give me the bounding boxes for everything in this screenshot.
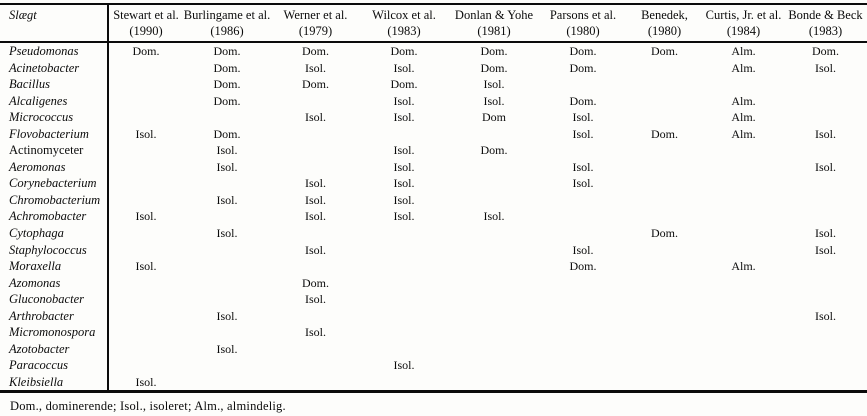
status-cell: Isol. [572, 242, 594, 257]
study-year: (1990) [129, 23, 163, 38]
status-cell: Dom. [302, 275, 329, 290]
status-cell [540, 225, 626, 242]
status-cell [540, 192, 626, 209]
status-cell [448, 242, 540, 259]
study-column-header [271, 4, 360, 42]
status-cell [108, 357, 183, 374]
status-cell [784, 76, 867, 93]
status-cell [540, 341, 626, 358]
status-cell: Isol. [305, 325, 326, 340]
status-cell [108, 109, 183, 126]
genus-name: Pseudomonas [0, 42, 108, 60]
status-cell [271, 308, 360, 325]
status-cell: Dom. [213, 60, 241, 75]
status-cell [360, 242, 448, 259]
status-cell [448, 341, 540, 358]
status-cell: Alm. [731, 93, 756, 108]
genus-name: Cytophaga [0, 225, 108, 242]
table-row [0, 275, 867, 292]
status-cell [703, 159, 784, 176]
study-column-header [183, 4, 271, 42]
table-row [0, 42, 867, 60]
genus-name: Chromobacterium [0, 192, 108, 209]
study-name: Benedek, [641, 8, 688, 22]
status-cell: Alm. [731, 44, 756, 58]
genus-name: Aeromonas [0, 159, 108, 176]
status-cell [108, 225, 183, 242]
status-cell [703, 291, 784, 308]
status-cell: Dom. [390, 77, 418, 92]
table-row [0, 93, 867, 110]
genus-name: Achromobacter [0, 208, 108, 225]
status-cell: Isol. [305, 292, 326, 307]
table-row [0, 225, 867, 242]
status-cell [540, 374, 626, 392]
status-cell [784, 109, 867, 126]
status-cell [271, 374, 360, 392]
status-cell: Isol. [572, 126, 594, 141]
status-cell [703, 341, 784, 358]
study-name: Wilcox et al. [372, 8, 436, 22]
status-cell: Dom. [651, 126, 678, 141]
table-row [0, 192, 867, 209]
status-cell [271, 341, 360, 358]
status-cell: Isol. [305, 60, 326, 75]
status-cell: Dom. [569, 44, 597, 58]
status-cell [540, 208, 626, 225]
study-year: (1981) [477, 23, 511, 38]
genus-name: Staphylococcus [0, 242, 108, 259]
status-cell [703, 374, 784, 392]
status-cell: Isol. [216, 143, 238, 158]
study-year: (1980) [647, 23, 682, 38]
status-cell: Isol. [483, 209, 505, 224]
study-name: Stewart et al. [113, 8, 179, 22]
status-cell [108, 142, 183, 159]
status-cell: Isol. [216, 308, 238, 323]
genus-name: Arthrobacter [0, 308, 108, 325]
status-cell [626, 242, 703, 259]
status-cell: Dom. [302, 77, 329, 92]
legend-footnote: Dom., dominerende; Isol., isoleret; Alm., almindelig. [10, 399, 286, 414]
status-cell [271, 357, 360, 374]
table-row [0, 308, 867, 325]
table-row [0, 175, 867, 192]
genus-name: Azotobacter [0, 341, 108, 358]
status-cell [703, 275, 784, 292]
status-cell [448, 258, 540, 275]
status-cell [108, 192, 183, 209]
status-cell [626, 76, 703, 93]
status-cell [448, 308, 540, 325]
table-row [0, 324, 867, 341]
status-cell [784, 341, 867, 358]
status-cell: Isol. [393, 60, 415, 75]
genus-name: Flovobacterium [0, 126, 108, 143]
status-cell [360, 324, 448, 341]
status-cell [784, 192, 867, 209]
genus-name: Micrococcus [0, 109, 108, 126]
study-column-header [108, 4, 183, 42]
status-cell: Isol. [572, 176, 594, 191]
status-cell [108, 175, 183, 192]
study-column-header [540, 4, 626, 42]
status-cell [703, 208, 784, 225]
status-cell: Dom. [480, 143, 508, 158]
status-cell [183, 208, 271, 225]
status-cell [540, 291, 626, 308]
status-cell [626, 308, 703, 325]
status-cell: Isol. [572, 159, 594, 174]
status-cell: Dom. [480, 60, 508, 75]
status-cell [540, 142, 626, 159]
study-year: (1986) [210, 23, 244, 38]
status-cell: Dom. [651, 44, 678, 58]
status-cell: Isol. [135, 374, 157, 389]
table-row [0, 258, 867, 275]
status-cell: Isol. [393, 159, 415, 174]
status-cell [108, 324, 183, 341]
genus-column-header: Slægt [0, 4, 108, 42]
status-cell [784, 175, 867, 192]
status-cell [784, 208, 867, 225]
table-row [0, 374, 867, 392]
status-cell: Dom [482, 110, 506, 125]
status-cell [108, 291, 183, 308]
genus-name: Gluconobacter [0, 291, 108, 308]
status-cell [784, 142, 867, 159]
status-cell [703, 142, 784, 159]
status-cell [626, 93, 703, 110]
status-cell: Isol. [135, 209, 157, 224]
status-cell [108, 93, 183, 110]
status-cell [271, 93, 360, 110]
status-cell: Isol. [815, 226, 836, 241]
status-cell [271, 159, 360, 176]
study-year: (1980) [566, 23, 600, 38]
status-cell [108, 60, 183, 77]
status-cell [703, 225, 784, 242]
status-cell: Alm. [731, 60, 756, 75]
status-cell: Dom. [569, 259, 597, 274]
study-year: (1984) [726, 23, 761, 38]
status-cell [448, 159, 540, 176]
status-cell [183, 109, 271, 126]
genus-name: Azomonas [0, 275, 108, 292]
table-row [0, 242, 867, 259]
study-column-header [360, 4, 448, 42]
status-cell [360, 225, 448, 242]
status-cell [626, 374, 703, 392]
status-cell [360, 126, 448, 143]
status-cell [626, 159, 703, 176]
status-cell: Isol. [393, 192, 415, 207]
table-row [0, 208, 867, 225]
study-year: (1983) [808, 23, 843, 38]
status-cell [183, 258, 271, 275]
study-name: Donlan & Yohe [454, 8, 534, 22]
status-cell: Isol. [483, 77, 505, 92]
status-cell [271, 126, 360, 143]
status-cell: Isol. [393, 143, 415, 158]
study-name: Parsons et al. [549, 8, 617, 22]
status-cell [448, 324, 540, 341]
status-cell: Isol. [393, 176, 415, 191]
study-name: Curtis, Jr. et al. [705, 8, 782, 22]
status-cell: Isol. [393, 93, 415, 108]
status-cell: Dom. [651, 226, 678, 241]
status-cell: Isol. [135, 126, 157, 141]
table-row [0, 142, 867, 159]
status-cell [703, 308, 784, 325]
status-cell [448, 225, 540, 242]
study-name: Burlingame et al. [183, 8, 271, 22]
genus-name: Alcaligenes [0, 93, 108, 110]
status-cell [448, 291, 540, 308]
status-cell [703, 357, 784, 374]
status-cell [626, 175, 703, 192]
status-cell [108, 159, 183, 176]
table-row [0, 109, 867, 126]
status-cell [183, 324, 271, 341]
study-column-header [626, 4, 703, 42]
table-row [0, 126, 867, 143]
status-cell [108, 275, 183, 292]
status-cell [183, 275, 271, 292]
status-cell: Isol. [815, 60, 836, 75]
status-cell [626, 324, 703, 341]
table-row [0, 357, 867, 374]
status-cell: Isol. [815, 126, 836, 141]
status-cell: Isol. [393, 209, 415, 224]
status-cell: Isol. [483, 93, 505, 108]
status-cell [360, 341, 448, 358]
header-row [0, 4, 867, 42]
status-cell [360, 374, 448, 392]
status-cell [448, 126, 540, 143]
study-column-header [784, 4, 867, 42]
status-cell: Isol. [305, 110, 326, 125]
status-cell: Isol. [216, 226, 238, 241]
status-cell [540, 324, 626, 341]
status-cell [626, 341, 703, 358]
genus-name: Paracoccus [0, 357, 108, 374]
status-cell [626, 357, 703, 374]
status-cell [626, 142, 703, 159]
status-cell: Isol. [216, 159, 238, 174]
status-cell: Isol. [135, 259, 157, 274]
status-cell [271, 225, 360, 242]
status-cell [784, 291, 867, 308]
status-cell [183, 175, 271, 192]
genus-name: Moraxella [0, 258, 108, 275]
status-cell: Dom. [302, 44, 329, 58]
study-column-header [703, 4, 784, 42]
status-cell [626, 109, 703, 126]
genus-name: Kleibsiella [0, 374, 108, 392]
status-cell: Isol. [305, 242, 326, 257]
status-cell [626, 60, 703, 77]
status-cell [703, 175, 784, 192]
status-cell: Dom. [390, 44, 418, 58]
status-cell [784, 357, 867, 374]
status-cell [784, 93, 867, 110]
table-row [0, 60, 867, 77]
status-cell [108, 242, 183, 259]
status-cell: Dom. [569, 93, 597, 108]
status-cell [784, 374, 867, 392]
study-name: Werner et al. [283, 8, 348, 22]
status-cell: Alm. [731, 110, 756, 125]
status-cell [448, 374, 540, 392]
status-cell [183, 357, 271, 374]
status-cell [540, 308, 626, 325]
status-cell [108, 76, 183, 93]
status-cell [703, 242, 784, 259]
status-cell: Alm. [731, 259, 756, 274]
status-cell: Dom. [812, 44, 839, 58]
status-cell [448, 357, 540, 374]
genus-name: Bacillus [0, 76, 108, 93]
status-cell: Dom. [213, 126, 241, 141]
genus-name: Actinomyceter [0, 142, 108, 159]
study-column-header [448, 4, 540, 42]
status-cell: Isol. [393, 110, 415, 125]
status-cell [784, 324, 867, 341]
status-cell [626, 258, 703, 275]
status-cell: Isol. [216, 192, 238, 207]
status-cell: Dom. [213, 44, 241, 58]
table-row [0, 159, 867, 176]
status-cell: Isol. [393, 358, 415, 373]
status-cell: Isol. [572, 110, 594, 125]
status-cell: Dom. [132, 44, 160, 58]
status-cell: Isol. [815, 242, 836, 257]
status-cell [448, 192, 540, 209]
study-year: (1983) [387, 23, 421, 38]
status-cell [626, 291, 703, 308]
table-row [0, 76, 867, 93]
status-cell: Isol. [305, 192, 326, 207]
status-cell [626, 208, 703, 225]
status-cell [271, 258, 360, 275]
study-name: Bonde & Beck [788, 8, 863, 22]
table-row [0, 341, 867, 358]
status-cell: Dom. [569, 60, 597, 75]
genus-name: Corynebacterium [0, 175, 108, 192]
status-cell: Dom. [480, 44, 508, 58]
status-cell: Isol. [305, 209, 326, 224]
status-cell: Dom. [213, 93, 241, 108]
genus-name: Acinetobacter [0, 60, 108, 77]
status-cell [108, 341, 183, 358]
status-cell [271, 142, 360, 159]
status-cell [540, 76, 626, 93]
table-row [0, 291, 867, 308]
status-cell [784, 258, 867, 275]
status-cell [703, 324, 784, 341]
status-cell [703, 192, 784, 209]
status-cell: Isol. [815, 308, 836, 323]
status-cell: Isol. [815, 159, 836, 174]
genus-name: Micromonospora [0, 324, 108, 341]
status-cell [540, 275, 626, 292]
status-cell [448, 275, 540, 292]
status-cell [448, 175, 540, 192]
status-cell [360, 258, 448, 275]
status-cell [183, 374, 271, 392]
status-cell [540, 357, 626, 374]
status-cell [360, 308, 448, 325]
genus-studies-table [0, 3, 867, 393]
status-cell [183, 291, 271, 308]
status-cell [626, 275, 703, 292]
status-cell: Alm. [731, 126, 756, 141]
status-cell [703, 76, 784, 93]
status-cell [626, 192, 703, 209]
status-cell [108, 308, 183, 325]
status-cell: Dom. [213, 77, 241, 92]
status-cell [784, 275, 867, 292]
study-year: (1979) [298, 23, 333, 38]
status-cell: Isol. [216, 341, 238, 356]
status-cell [360, 275, 448, 292]
status-cell [183, 242, 271, 259]
status-cell: Isol. [305, 176, 326, 191]
status-cell [360, 291, 448, 308]
